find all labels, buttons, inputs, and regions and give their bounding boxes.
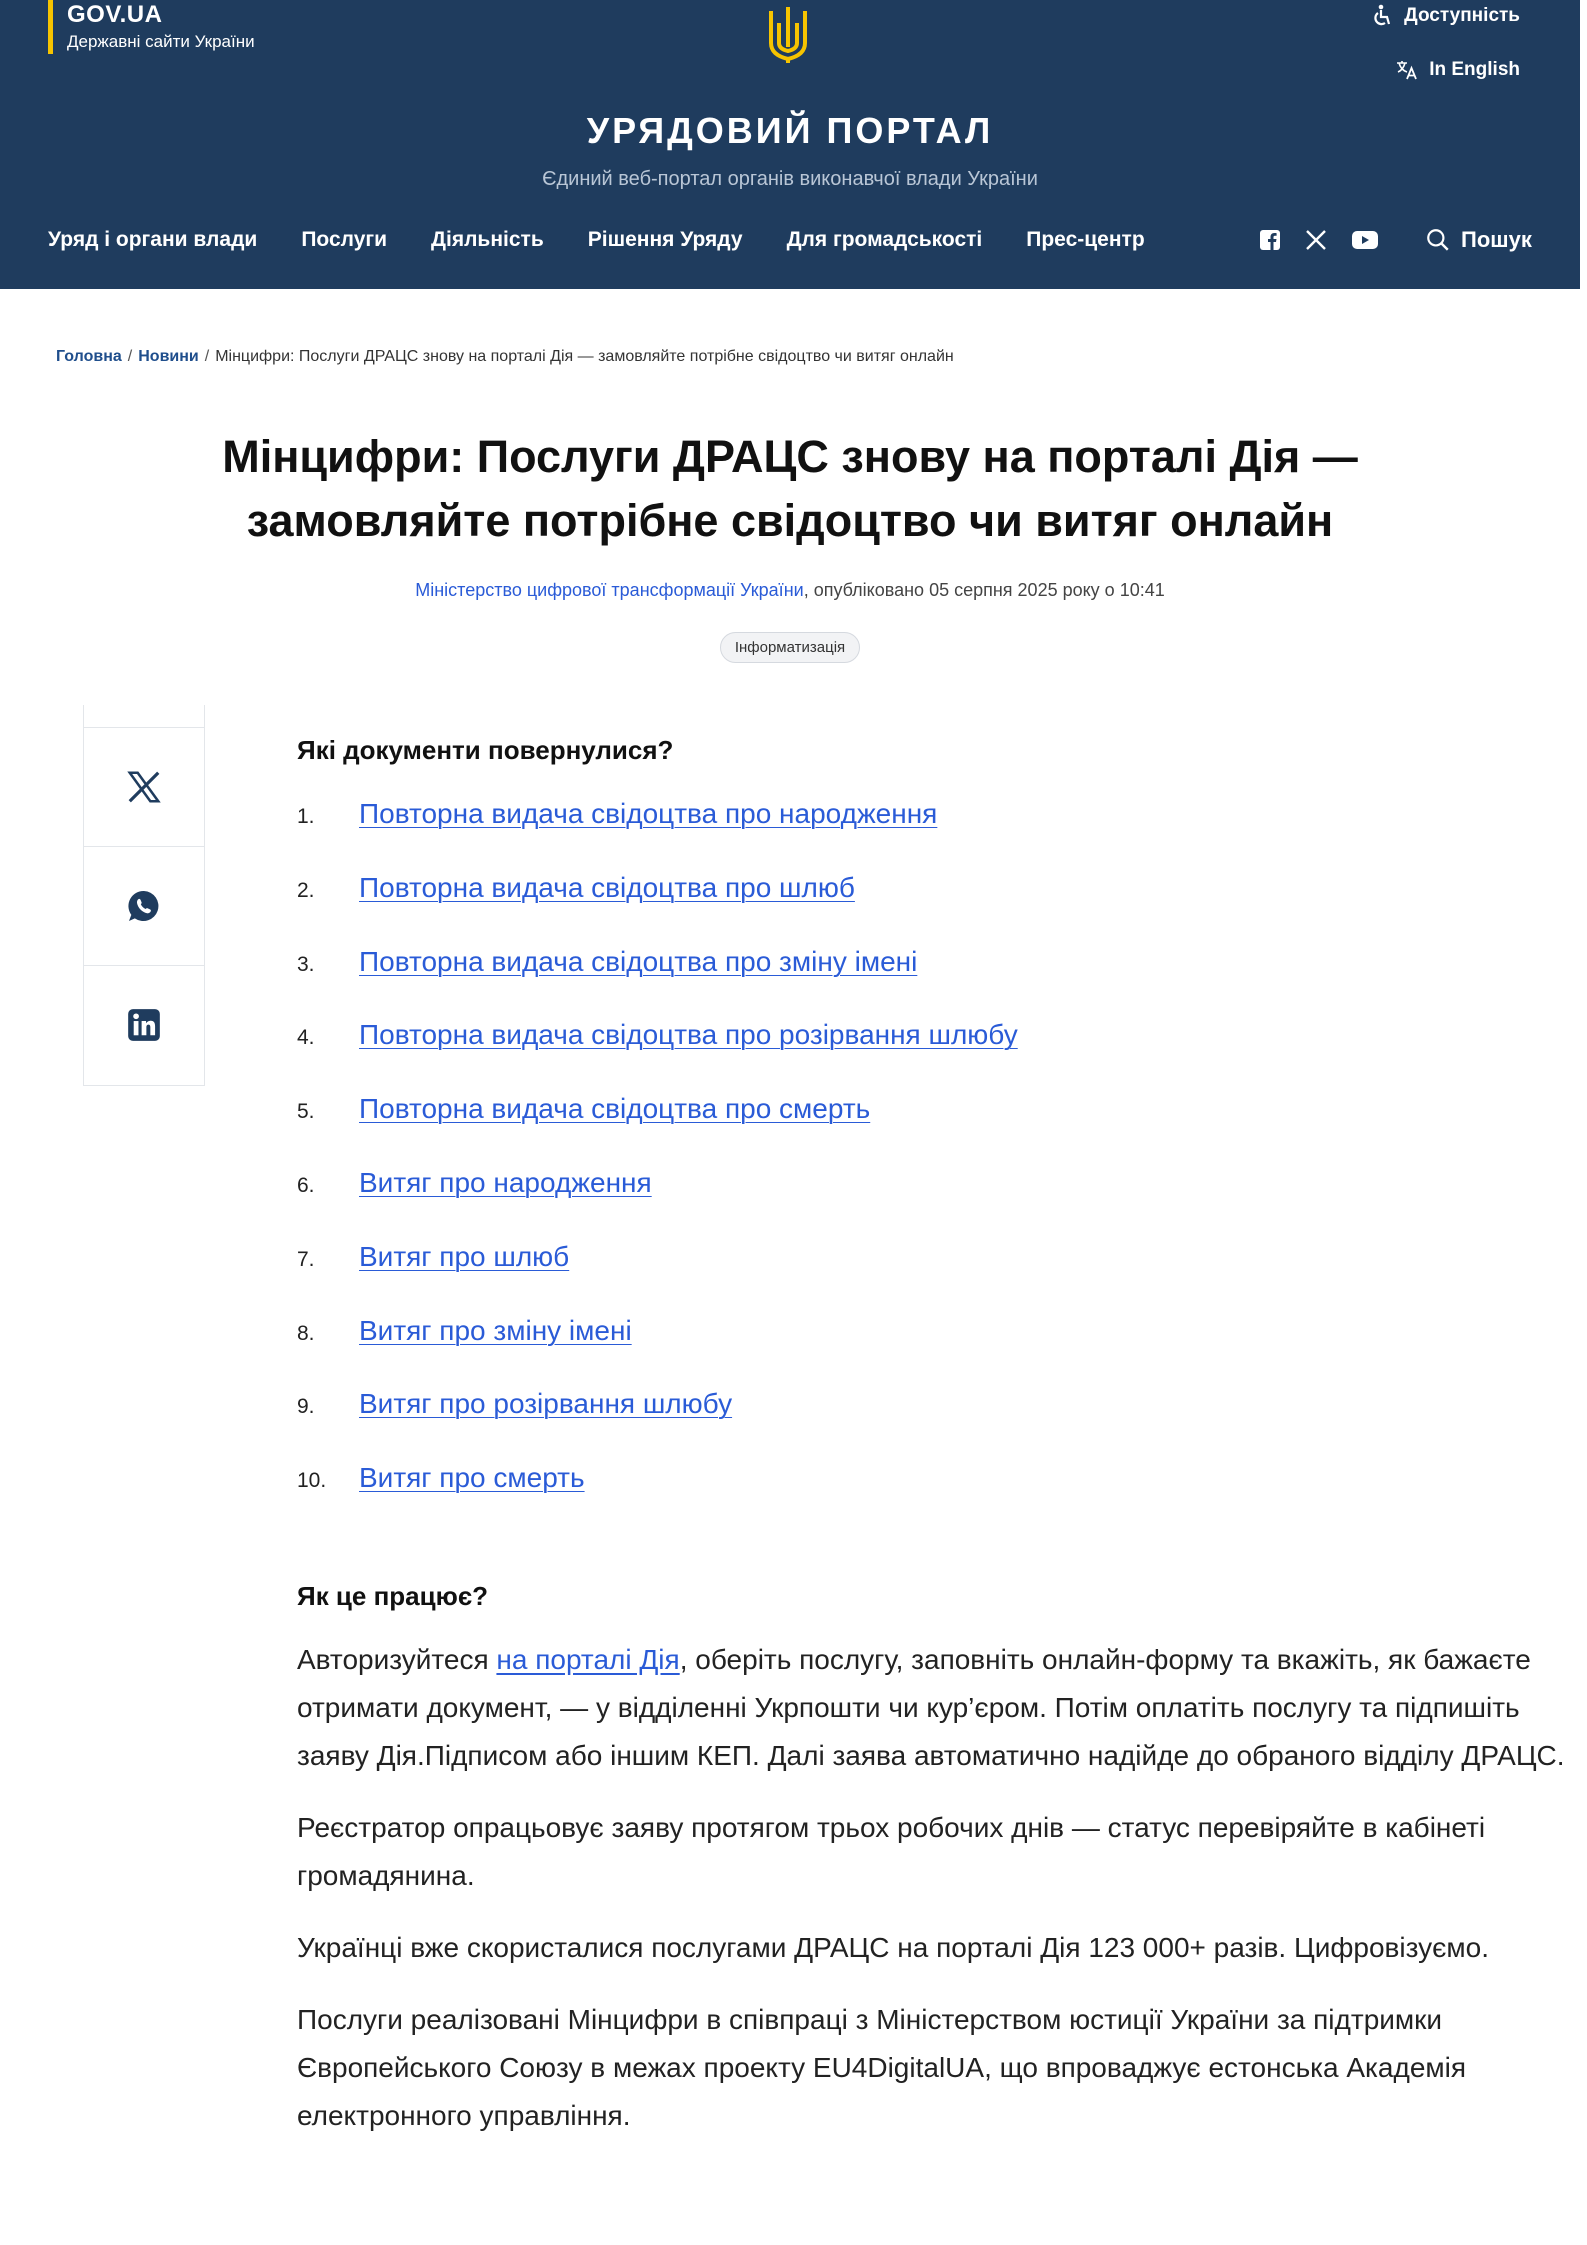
accessibility-icon [1370, 4, 1394, 28]
document-link[interactable]: Повторна видача свідоцтва про народження [359, 798, 938, 829]
paragraph: Послуги реалізовані Мінцифри в співпраці з Міністерством юстиції України за підтримки Європейського Союзу в межах проекту EU4DigitalUA, що впроваджує естонська Академія електронного управління. [297, 2003, 1467, 2131]
document-link[interactable]: Витяг про шлюб [359, 1240, 570, 1272]
govua-logo-link[interactable] [48, 0, 255, 54]
list-number: 10. [297, 1469, 327, 1493]
document-link[interactable]: Витяг про зміну імені [359, 1314, 632, 1346]
youtube-link[interactable] [1350, 228, 1380, 252]
breadcrumb-home[interactable]: Головна [56, 348, 122, 365]
nav-activity[interactable]: Діяльність [431, 228, 544, 251]
list-number: 7. [297, 1247, 315, 1271]
documents-list [297, 798, 1567, 1536]
govua-title: GOV.UA [67, 1, 163, 28]
share-linkedin-button[interactable] [84, 965, 204, 1084]
list-number: 4. [297, 1026, 315, 1050]
search-button[interactable] [1425, 227, 1532, 253]
breadcrumb-separator: / [204, 348, 210, 365]
breadcrumb [56, 348, 954, 366]
list-number: 6. [297, 1173, 315, 1197]
section-heading-documents: Які документи повернулися? [297, 735, 674, 765]
list-item [297, 946, 1567, 1020]
search-label: Пошук [1461, 227, 1532, 252]
nav-services[interactable]: Послуги [301, 228, 388, 251]
language-switch[interactable] [1370, 54, 1520, 86]
list-item [297, 1019, 1567, 1093]
breadcrumb-current: Мінцифри: Послуги ДРАЦС знову на порталі Дія — замовляйте потрібне свідоцтво чи витяг онлайн [215, 348, 954, 365]
facebook-link[interactable] [1258, 228, 1282, 252]
list-number: 1. [297, 805, 315, 828]
list-item [297, 872, 1567, 946]
document-link[interactable]: Повторна видача свідоцтва про шлюб [359, 871, 855, 903]
main-nav [48, 228, 1145, 252]
article-title: Мінцифри: Послуги ДРАЦС знову на порталі Дія — замовляйте потрібне свідоцтво чи витяг онлайн [222, 431, 1358, 546]
nav-press-center[interactable]: Прес-центр [1026, 228, 1145, 251]
diia-portal-link[interactable]: на порталі Дія [496, 1643, 680, 1675]
x-icon [1304, 228, 1328, 252]
document-link[interactable]: Витяг про народження [359, 1166, 652, 1198]
portal-title: УРЯДОВИЙ ПОРТАЛ [586, 110, 994, 151]
nav-public[interactable]: Для громадськості [786, 228, 983, 251]
share-whatsapp-button[interactable] [84, 846, 204, 965]
accessibility-button[interactable] [1370, 0, 1520, 32]
category-tag[interactable]: Інформатизація [720, 632, 860, 663]
list-item [297, 1388, 1567, 1462]
breadcrumb-separator: / [127, 348, 133, 365]
section-heading-how-it-works: Як це працює? [297, 1580, 489, 1611]
document-link[interactable]: Повторна видача свідоцтва про смерть [359, 1093, 871, 1125]
site-header [0, 0, 1580, 289]
translate-icon [1395, 58, 1419, 82]
list-item [297, 798, 1567, 872]
tag-container [0, 632, 1580, 663]
list-number: 3. [297, 952, 315, 976]
x-icon [125, 768, 163, 806]
top-right-controls [1370, 0, 1520, 86]
x-link[interactable] [1304, 228, 1328, 252]
list-number: 5. [297, 1100, 315, 1124]
document-link[interactable]: Повторна видача свідоцтва про розірвання шлюбу [359, 1019, 1018, 1051]
breadcrumb-news[interactable]: Новини [138, 348, 199, 365]
govua-subtitle: Державні сайти України [67, 32, 255, 51]
search-icon [1425, 227, 1451, 253]
list-number: 2. [297, 878, 315, 902]
paragraph-text: Авторизуйтеся [297, 1643, 497, 1675]
language-label: In English [1429, 59, 1520, 80]
nav-decisions[interactable]: Рішення Уряду [587, 228, 743, 251]
list-item [297, 1315, 1567, 1389]
published-date: , опубліковано 05 серпня 2025 року о 10:41 [803, 580, 1165, 600]
social-links [1258, 228, 1380, 252]
linkedin-icon [125, 1006, 163, 1044]
document-link[interactable]: Витяг про смерть [359, 1462, 585, 1494]
author-link[interactable]: Міністерство цифрової трансформації України [415, 580, 804, 600]
paragraph-text: , оберіть послугу, заповніть онлайн-форму та вкажіть, як бажаєте отримати документ, — у відділенні Укрпошти чи кур’єром. Потім оплатіть послугу та підпишіть заяву Дія.Підписом або іншим КЕП. Далі заява автоматично надійде до обраного відділу ДРАЦС. [297, 1643, 1565, 1771]
accessibility-label: Доступність [1404, 5, 1520, 26]
paragraph: Реєстратор опрацьовує заяву протягом трьох робочих днів — статус перевіряйте в кабінеті громадянина. [297, 1811, 1486, 1891]
trident-icon[interactable] [763, 3, 813, 65]
article-meta [0, 580, 1580, 601]
document-link[interactable]: Повторна видача свідоцтва про зміну імені [359, 945, 918, 977]
paragraph: Українці вже скористалися послугами ДРАЦС на порталі Дія 123 000+ разів. Цифровізуємо. [297, 1931, 1490, 1963]
whatsapp-icon [125, 887, 163, 925]
list-number: 8. [297, 1321, 315, 1345]
portal-subtitle: Єдиний веб-портал органів виконавчої влади України [542, 168, 1038, 190]
list-item [297, 1093, 1567, 1167]
facebook-icon [1258, 228, 1282, 252]
share-sidebar [83, 705, 205, 1086]
article-body [297, 730, 1567, 2140]
youtube-icon [1350, 228, 1380, 252]
list-item [297, 1167, 1567, 1241]
paragraph [297, 1636, 1567, 1780]
share-x-button[interactable] [84, 727, 204, 846]
document-link[interactable]: Витяг про розірвання шлюбу [359, 1388, 733, 1420]
nav-government[interactable]: Уряд і органи влади [48, 228, 258, 251]
list-number: 9. [297, 1395, 315, 1419]
list-item [297, 1241, 1567, 1315]
list-item [297, 1462, 1567, 1536]
